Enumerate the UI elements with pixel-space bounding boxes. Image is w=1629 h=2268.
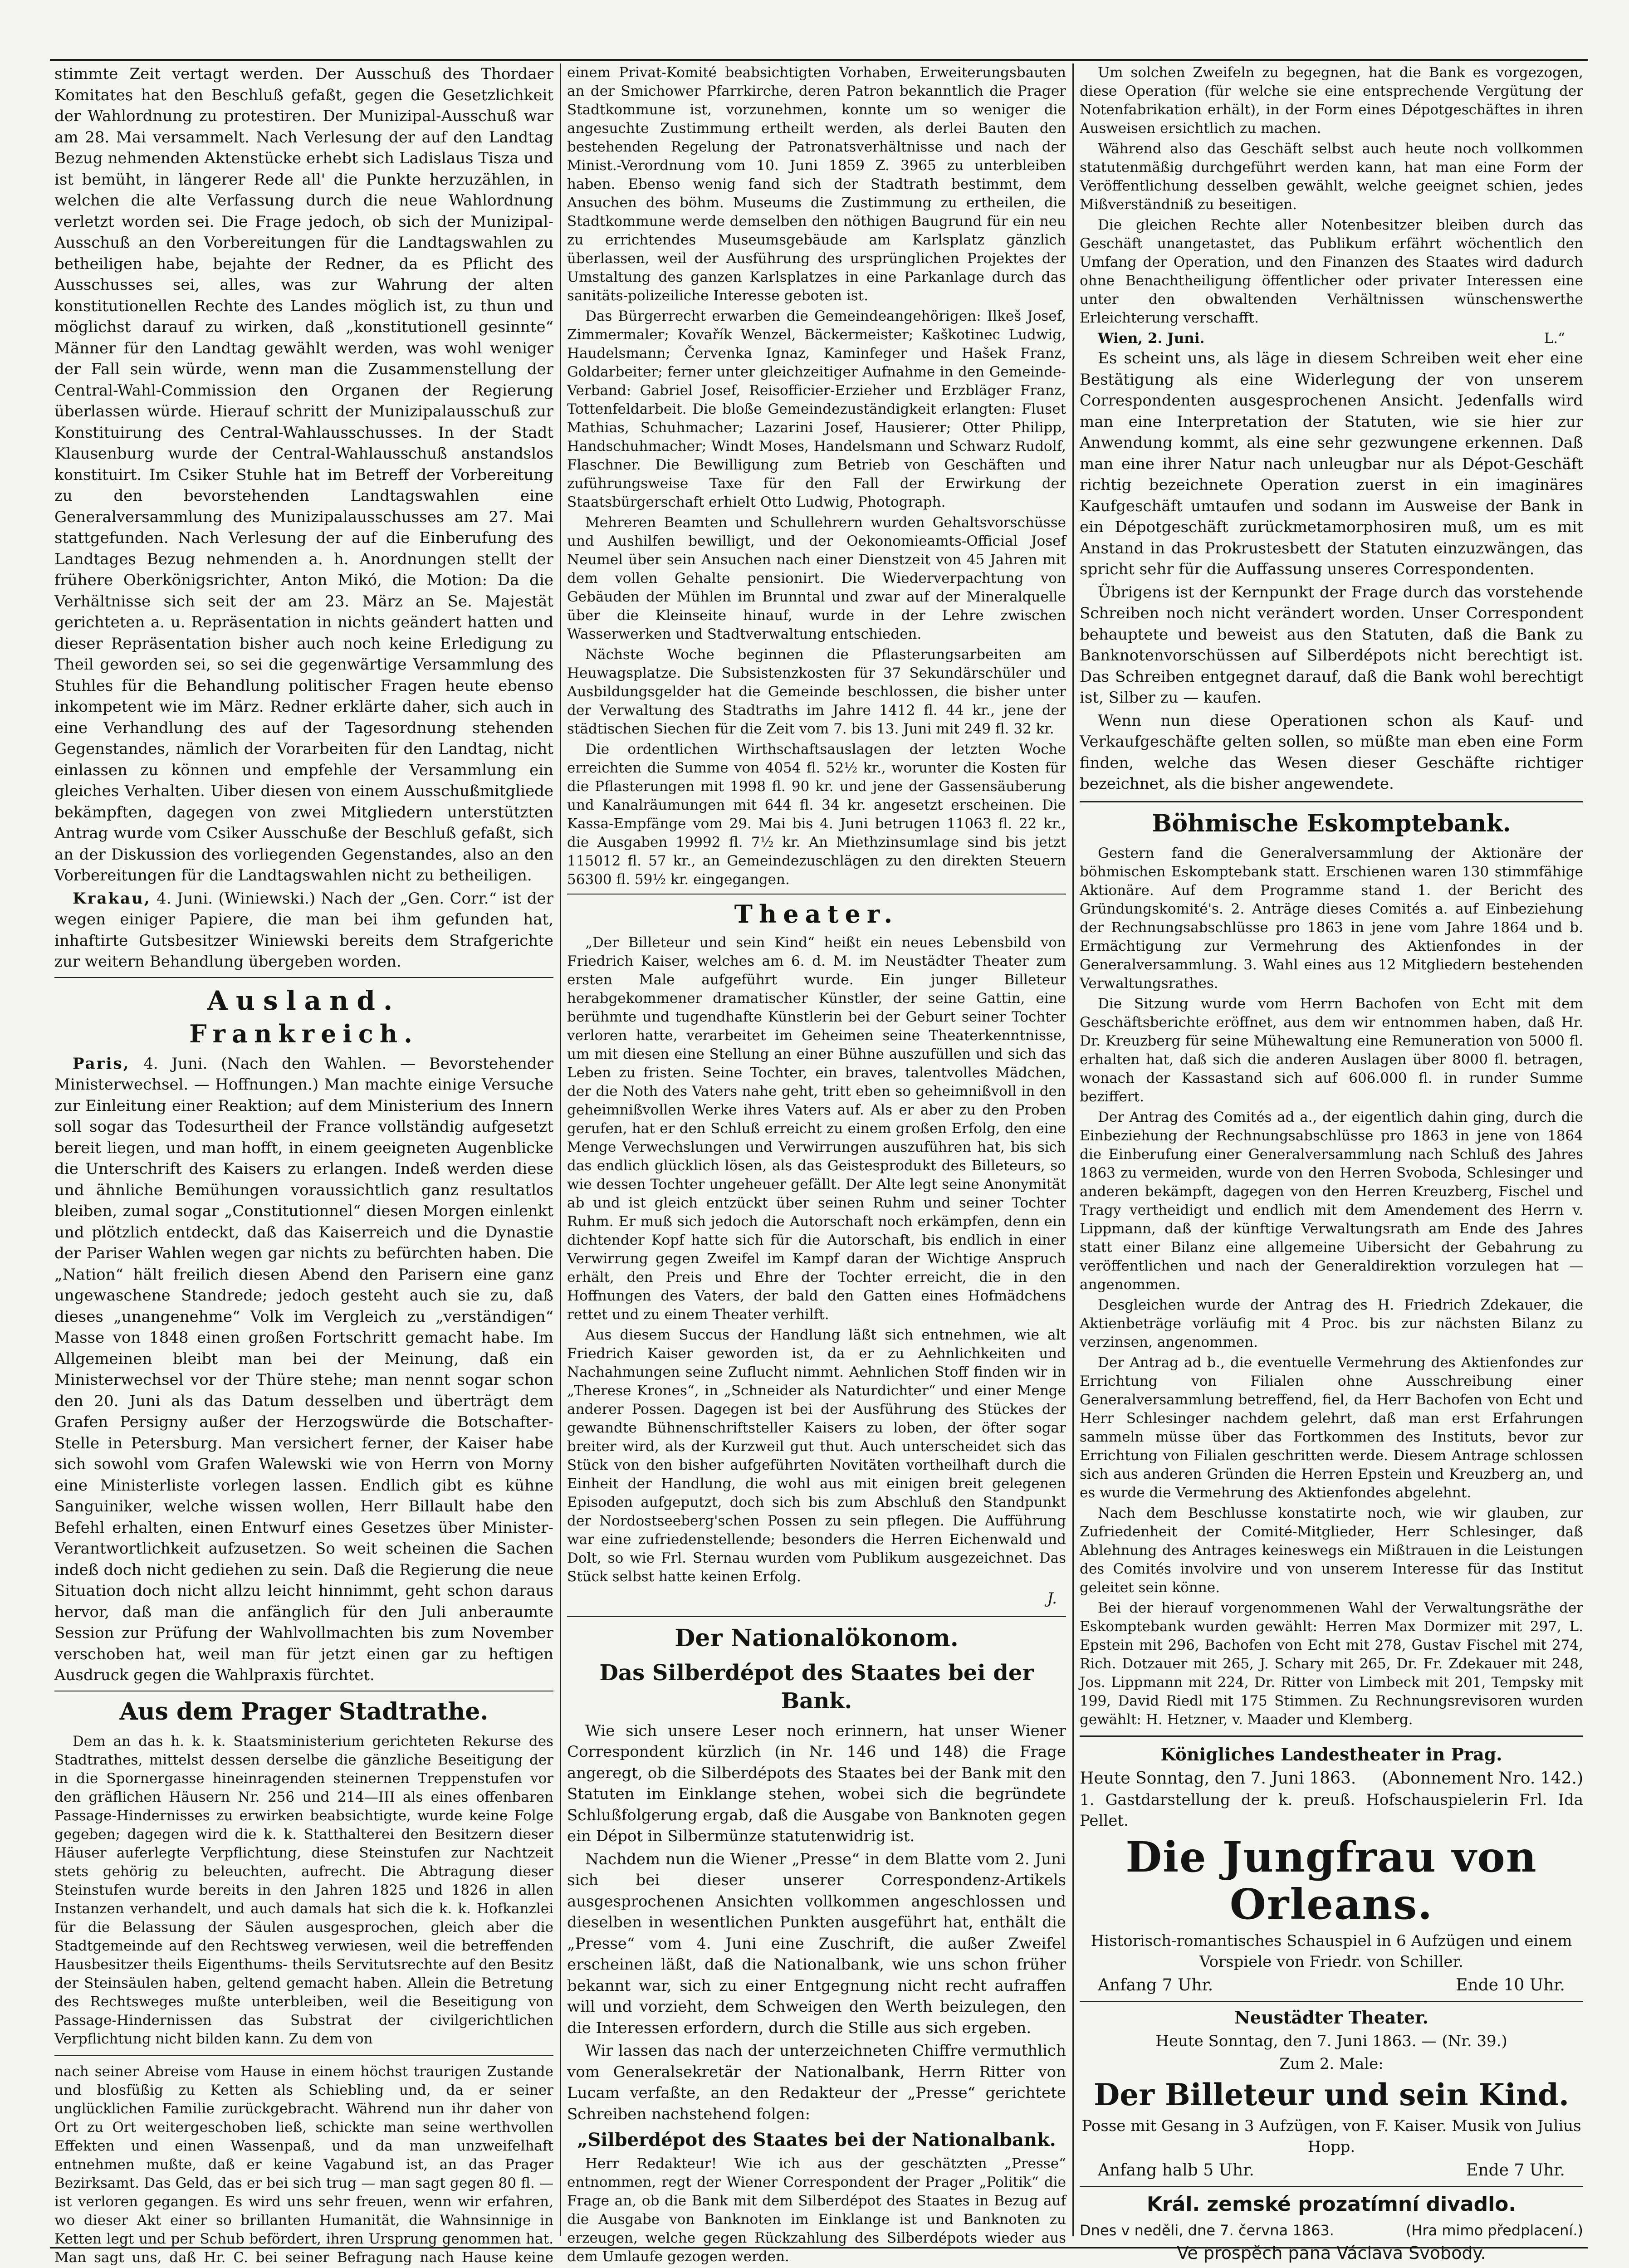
eskompte-p4: Desgleichen wurde der Antrag des H. Friedrich Zdekauer, die Aktienbeträge vorläufig mit 4 Proc. bis zur nächsten Bilanz zu verzinsen, angenommen. <box>1080 1296 1583 1350</box>
letter-dateline-row <box>1080 329 1583 348</box>
czech-guest <box>1080 2267 1583 2268</box>
theater2-title: Neustädter Theater. <box>1234 2007 1428 2028</box>
dateline-paris: Paris, <box>73 1054 130 1073</box>
letter-signature: L.“ <box>1544 330 1565 347</box>
article-thorda: stimmte Zeit vertagt werden. Der Ausschuß des Thordaer Komitates hat den Beschluß gefaßt, gegen die Gesetzlichkeit der Wahlordnung zu protestiren. Der Munizipal-Ausschuß war am 28. Mai versammelt. Nach Verlesung der auf den Landtag Bezug nehmenden Aktenstücke erhebt sich Ladislaus Tisza und ist bemüht, in längerer Rede all' die Punkte herzuzählen, in welchen die alte Verfassung durch die neue Wahlordnung verletzt worden sei. Die Frage jedoch, ob sich der Munizipal-Ausschuß an den Vorbereitungen für die Landtagswahlen zu betheiligen habe, bejahte der Redner, da es Pflicht des Ausschusses sei, alles, was zur Wahrung der alten konstitutionellen Rechte des Landes möglich ist, zu thun und möglichst darauf zu wirken, daß „konstitutionell gesinnte“ Männer für den Landtag gewählt werden, was wohl weniger der Fall sein würde, wenn man die Zusammenstellung der Central-Wahl-Commission den Organen der Regierung überlassen würde. Hierauf schritt der Munizipalausschuß zur Konstituirung des Central-Wahlausschusses. In der Stadt Klausenburg wurde der Central-Wahlausschuß anstandslos konstituirt. Im Csiker Stuhle hat im Betreff der Vorbereitung zu den bevorstehenden Landtagswahlen eine Generalversammlung des Munizipalausschusses am 27. Mai stattgefunden. Nach Verlesung der auf die Einberufung des Landtages Bezug nehmenden a. h. Anordnungen stellt der frühere Oberkönigsrichter, Anton Mikó, die Motion: Da die Verhältnisse sich seit der am 23. März an Se. Majestät gerichteten a. u. Repräsentation in nichts geändert hatten und dieser Repräsentation bisher auch noch keine Erledigung zu Theil geworden sei, so sei die gegenwärtige Versammlung des Stuhles für die Behandlung politischer Fragen heute ebenso inkompetent wie im März. Redner erklärte daher, sich auch in eine Verhandlung des auf der Tagesordnung stehenden Gegenstandes, nämlich der Vorarbeiten für den Landtag, nicht einlassen zu können und empfehle der Versammlung ein gleiches Verhalten. Uiber diesen von einem Ausschußmitgliede bekämpften, dagegen von zwei Mitgliedern unterstützten Antrag wurde vom Csiker Ausschuße der Beschluß gefaßt, sich an der Diskussion des vorliegenden Gegenstandes, also an den Vorbereitungen für die Landtagswahlen nicht zu betheiligen. <box>54 65 553 885</box>
divider <box>54 2055 553 2056</box>
czech-abonnement: (Hra mimo předplacení.) <box>1405 2221 1583 2239</box>
czech-date: Dnes v neděli, dne 7. června 1863. <box>1080 2221 1334 2239</box>
divider <box>567 1616 1066 1617</box>
eskompte-p3: Der Antrag des Comités ad a., der eigentlich dahin ging, durch die Einbeziehung der Rechnungsabschlüsse pro 1863 in jene von 1864 die Einberufung einer Generalversammlung nach Schluß des Jahres 1863 zu vermeiden, wurde von den Herren Svoboda, Schlesinger und anderen bekämpft, dagegen von den Herren Kreuzberg, Fischel und Tragy vertheidigt und endlich mit dem Amendement des Herrn v. Lippmann, daß der künftige Verwaltungsrath am Ende des Jahres statt einer Bilanz eine allgemeine Uibersicht der Gebahrung zu veröffentlichen und nach der Generaldirektion vorzulegen hat — angenommen. <box>1080 1109 1583 1293</box>
eskompte-p1: Gestern fand die Generalversammlung der Aktionäre der böhmischen Eskomptebank statt. Erschienen waren 130 stimmfähige Aktionäre. Auf dem Programme stand 1. der Bericht des Gründungskomité's. 2. Anträge dieses Comités a. auf Einbeziehung der Rechnungsabschlüsse pro 1863 in jene vom Jahre 1864 und b. Ermächtigung zur Vermehrung des Aktienfondes in der Generalversammlung. 3. Wahl eines aus 12 Mitgliedern bestehenden Verwaltungsrathes. <box>1080 845 1583 992</box>
eskompte-p7: Bei der hierauf vorgenommenen Wahl der Verwaltungsräthe der Eskomptebank wurden gewählt: Herren Max Dormizer mit 297, L. Epstein mit 296, Bachofen von Echt mit 278, Gustav Fischel mit 274, Rich. Dotzauer mit 265, J. Schary mit 265, Dr. Fr. Zdekauer mit 248, Jos. Lippmann mit 224, Dr. Ritter von Limbeck mit 201, Tempsky mit 199, David Riedl mit 175 Stimmen. Zu Rechnungsrevisoren wurden gewählt: H. Hetzner, v. Maader und Klemberg. <box>1080 1599 1583 1728</box>
column-rule-2 <box>1072 64 1074 2236</box>
czech-date-row <box>1080 2219 1583 2241</box>
article-wirthschaft: Die ordentlichen Wirthschaftsauslagen der letzten Woche erreichten die Summe von 4054 fl. 52½ kr., worunter die Kosten für die Pflasterungen mit 1998 fl. 90 kr. und jene der Gassensäuberung und Kanalräumungen mit 644 fl. 34 kr. angesetzt erscheinen. Die Kassa-Empfänge vom 29. Mai bis 4. Juni betrugen 11063 fl. 22 kr., die Ausgaben 19992 fl. 7½ kr. An Miethzinsumlage sind bis jetzt 115012 fl. 57 kr., an Gemeindezuschlägen zu den direkten Steuern 56300 fl. 59½ kr. eingegangen. <box>567 741 1066 888</box>
theater1-start: Anfang 7 Uhr. <box>1098 1975 1213 1994</box>
theater2-play-title: Der Billeteur und sein Kind. <box>1093 2077 1569 2112</box>
section-heading-oekonom: Der Nationalökonom. <box>675 1624 959 1652</box>
theater1-guest: 1. Gastdarstellung der k. preuß. Hofschauspielerin Frl. Ida Pellet. <box>1080 1790 1583 1830</box>
article-stadtrath-cont: einem Privat-Komité beabsichtigten Vorhaben, Erweiterungsbauten an der Smichower Pfarrkirche, deren Patron bekanntlich die Prager Stadtkommune ist, vorzunehmen, konnte um so weniger die angesuchte Zustimmung ertheilt werden, als derlei Bauten den bestehenden Regelung der Patronatsverhältnisse und nach der Minist.-Verordnung vom 10. Juni 1859 Z. 3965 zu unterbleiben haben. Ebenso wenig fand sich der Stadtrath bestimmt, dem Ansuchen des böhm. Museums die Zustimmung zu ertheilen, die Stadtkommune werde demselben den nöthigen Baugrund für ein neu zu errichtendes Museumsgebäude am Karlsplatz gänzlich überlassen, weil der Ausführung des ursprünglichen Projektes der Umstaltung des ganzen Karlsplatzes in eine Parkanlage durch das sanitäts-polizeiliche Interesse geboten ist. <box>567 64 1066 304</box>
czech-theater-title: Král. zemské prozatímní divadlo. <box>1146 2192 1516 2216</box>
article-title-silberdepot: Das Silberdépot des Staates bei der Bank. <box>599 1660 1034 1714</box>
letter-p7: Während also das Geschäft selbst auch heute noch vollkommen statutenmäßig durchgeführt werden kann, hat man eine Form der Veröffentlichung desselben gewählt, welche geeignet schien, jedes Mißverständniß zu beseitigen. <box>1080 141 1583 213</box>
theater1-date-row <box>1080 1768 1583 1789</box>
article-local-news: nach seiner Abreise vom Hause in einem höchst traurigen Zustande und blosfüßig zu Ketten als Schiebling und, da er seiner unglücklichen Familie zurückgebracht. Während nun ihr daher von Ort zu Ort weitergeschoben ließ, schickte man seine werthvollen Effekten und einen Wassenpaß, und da man unzweifelhaft entnehmen mußte, daß er keine Vagabund ist, an das Prager Bezirksamt. Das Geld, das er bei sich trug — man sagt gegen 80 fl. — ist verloren gegangen. Es wird uns sehr freuen, wenn wir erfahren, wo dieser Akt einer so brillanten Humanität, die Wahnsinnige in Ketten legt und per Schub befördert, ihren Ursprung genommen hat. Man sagt uns, daß Hr. C. bei seiner Befragung nach Hause keine <box>54 2063 553 2266</box>
letter-p1: Herr Redakteur! Wie ich aus der geschätzten „Presse“ entnommen, regt der Wiener Correspondent der Prager „Politik“ die Frage an, ob die Bank mit dem Silberdépot des Staates in Bezug auf die Ausgabe von Banknoten im Einklange ist und Banknoten zu erzeugen, welche gegen Rückzahlung des Silberdépots wieder aus dem Umlaufe gezogen werden. <box>567 2156 1066 2265</box>
theater2-description: Posse mit Gesang in 3 Aufzügen, von F. Kaiser. Musik von Julius Hopp. <box>1081 2116 1581 2156</box>
article-silber-p1: Wie sich unsere Leser noch erinnern, hat unser Wiener Correspondent kürzlich (in Nr. 146 und 148) die Frage angeregt, ob die Silberdépots des Staates bei der Bank mit den Statuten im Einklange stehen, wobei sich die begründete Schlußfolgerung ergab, daß die Ausgabe von Banknoten gegen ein Dépot in Silbermünze statutenwidrig ist. <box>567 1721 1066 1845</box>
theater1-play-title: Die Jungfrau von Orleans. <box>1125 1832 1537 1929</box>
theater1-title: Königliches Landestheater in Prag. <box>1160 1744 1502 1765</box>
theater1-times <box>1080 1975 1583 1996</box>
divider <box>1080 2001 1583 2002</box>
theater2-start: Anfang halb 5 Uhr. <box>1098 2160 1254 2180</box>
letter-p6: Um solchen Zweifeln zu begegnen, hat die Bank es vorgezogen, diese Operation (für welche sie eine entsprechende Vergütung der Notenfabrikation erhält), in der Form eines Dépotgeschäftes in ihren Ausweisen ersichtlich zu machen. <box>1080 64 1583 137</box>
article-theater-review: „Der Billeteur und sein Kind“ heißt ein neues Lebensbild von Friedrich Kaiser, welches am 6. d. M. im Neustädter Theater zum ersten Male aufgeführt wurde. Ein junger Billeteur herabgekommener dramatischer Künstler, der seine Gattin, eine berühmte und tugendhafte Künstlerin bei der Geburt seiner Tochter verloren hatte, verarbeitet im Geheimen seine Theaterkenntnisse, um mit diesen eine Stellung an einer Bühne auszufüllen und sich das Leben zu fristen. Seine Tochter, ein braves, talentvolles Mädchen, der die Noth des Vaters nahe geht, tritt eben so geheimnißvoll in den geheimnißvollen Werke ihres Vaters auf. Als er aber zu den Proben gerufen, hat er den Schluß erreicht zu einem großen Erfolg, den eine Menge Verwechslungen und Verwirrungen auszuführen hat, bis sich das endlich glücklich lösen, als das Geistesprodukt des Billeteurs, so wie dessen Tochter ungeheuer gefällt. Der Alte legt seine Anonymität ab und ist gleich entzückt über seinen Ruhm und seiner Tochter Ruhm. Er muß sich jedoch die Autorschaft noch erkämpfen, denn ein dichtender Kopf hatte sich für die Autorschaft, bis endlich in einer Verwirrung gegen Zweifel im Kampf daran der Wichtige Anspruch erhält, den Preis und Ehre der Tochter erreicht, die in den Hoffnungen des Vaters, der bald den Gatten eines Hofmädchens rettet und zu einem Theater verhilft. <box>567 934 1066 1323</box>
divider <box>1080 2186 1583 2187</box>
dateline-krakau: Krakau, <box>73 889 151 908</box>
column-3 <box>1080 64 1583 2263</box>
divider <box>1080 1735 1583 1737</box>
article-silber-p2: Nachdem nun die Wiener „Presse“ in dem Blatte vom 2. Juni sich bei dieser unserer Correspondenz-Artikels ausgesprochenen Ansichten vollkommen angeschlossen und dieselben in wesentlichen Punkten ausgeführt hat, enthält die „Presse“ vom 4. Juni eine Zuschrift, die außer Zweifel erscheinen läßt, daß die Nationalbank, wie uns schon früher bekannt war, sich zu einer Entgegnung nicht recht aufraffen will und vorzieht, dem Schweigen den Werth beizulegen, den die Interessen erfordern, durch die Stille aus sich ergeben. <box>567 1850 1066 2037</box>
article-krakau-text: 4. Juni. (Winiewski.) Nach der „Gen. Corr.“ ist der wegen einiger Papiere, die man bei ihm gefunden hat, inhaftirte Gutsbesitzer Winiewski bereits dem Strafgerichte zur weitern Behandlung übergeben worden. <box>54 889 553 971</box>
theater2-times <box>1080 2160 1583 2181</box>
article-krakau <box>54 888 553 973</box>
signature-j: J. <box>1047 1589 1057 1608</box>
editorial-p2: Übrigens ist der Kernpunkt der Frage durch das vorstehende Schreiben noch nicht verändert worden. Unser Correspondent behauptete und beweist aus den Statuten, daß die Bank zu Banknotenvorschüssen auf Silberdépots nicht berechtigt ist. Das Schreiben entgegnet darauf, daß die Bank wohl berechtigt ist, Silber zu — kaufen. <box>1080 583 1583 707</box>
section-heading-ausland: Ausland. <box>207 985 401 1016</box>
letter-heading: „Silberdépot des Staates bei der Nationalbank. <box>577 2129 1056 2151</box>
editorial-p3: Wenn nun diese Operationen schon als Kauf- und Verkaufgeschäfte gelten sollen, so müßte man eben eine Form finden, welche das Wesen dieser Geschäfte richtiger bezeichnet, als die bisher angewendete. <box>1080 711 1583 793</box>
column-1 <box>54 64 553 2266</box>
article-silber-p3: Wir lassen das nach der unterzeichneten Chiffre vermuthlich vom Generalsekretär der Nationalbank, Herrn Ritter von Lucam verfaßte, an den Redakteur der „Presse“ gerichtete Schreiben nachstehend folgen: <box>567 2042 1066 2123</box>
theater2-date: Heute Sonntag, den 7. Juni 1863. — (Nr. 39.) <box>1155 2032 1507 2050</box>
theater1-abonnement: (Abonnement Nro. 142.) <box>1382 1769 1583 1788</box>
article-paris <box>54 1053 553 1686</box>
eskompte-p5: Der Antrag ad b., die eventuelle Vermehrung des Aktienfondes zur Errichtung von Filialen ohne Ausschreibung einer Generalversammlung betreffend, fiel, da Herr Bachofen von Echt und Herr Schlesinger nachdem gelehrt, daß man erst Erfahrungen sammeln müsse über das Fortkommen des Instituts, bevor zur Errichtung von Filialen geschritten werde. Diesem Antrage schlossen sich aus anderen Gründen die Herren Epstein und Kreuzberg an, und es wurde die Vermehrung des Aktienfondes abgelehnt. <box>1080 1354 1583 1501</box>
section-heading-theater: Theater. <box>734 899 899 929</box>
section-heading-stadtrath: Aus dem Prager Stadtrathe. <box>119 1697 489 1725</box>
theater1-description: Historisch-romantisches Schauspiel in 6 Aufzügen und einem Vorspiele von Friedr. von Schiller. <box>1091 1931 1572 1971</box>
divider <box>54 977 553 978</box>
theater1-end: Ende 10 Uhr. <box>1456 1975 1565 1994</box>
letter-dateline: Wien, 2. Juni. <box>1098 330 1205 347</box>
column-2 <box>567 64 1066 2265</box>
section-heading-frankreich: Frankreich. <box>189 1019 419 1048</box>
letter-p8: Die gleichen Rechte aller Notenbesitzer bleiben durch das Geschäft unangetastet, das Publikum erfährt wöchentlich den Umfang der Operation, und den Finanzen des Staates wird dadurch ohne Benachtheiligung öffentlicher oder privater Interessen eine unter den obwaltenden Verhältnissen wünschenswerthe Erleichterung verschafft. <box>1080 217 1583 326</box>
divider <box>1080 801 1583 802</box>
article-paris-text: 4. Juni. (Nach den Wahlen. — Bevorstehender Ministerwechsel. — Hoffnungen.) Man machte einige Versuche zur Einleitung einer Reaktion; auf dem Ministerium des Innern soll sogar das Todesurtheil der France vollständig aufgesetzt bereit liegen, und man hofft, in einem geeigneten Augenblicke die Unterschrift des Kaisers zu erlangen. Indeß werden diese und ähnliche Bemühungen voraussichtlich ganz resultatlos bleiben, zumal sogar „Constitutionnel“ diesen Morgen einlenkt und plötzlich entdeckt, daß das Kaiserreich und die Dynastie der Pariser Wahlen wegen gar nichts zu befürchten haben. Die „Nation“ hält freilich diesen Abend den Parisern eine ganz ungewaschene Standrede; jedoch gesteht auch sie zu, daß dieses „unangenehme“ Volk im Vergleich zu „verständigen“ Masse von 1848 einen großen Fortschritt gemacht habe. Im Allgemeinen bleibt man bei der Meinung, daß ein Ministerwechsel vor der Thüre stehe; man nennt sogar schon den 20. Juni als das Datum desselben und überträgt dem Grafen Persigny außer der Herzogswürde die Botschafter-Stelle in Petersburg. Man versichert ferner, der Kaiser habe sich sowohl vom Grafen Walewski wie von Herrn von Morny eine Ministerliste vorlegen lassen. Endlich gibt es kühne Sanguiniker, welche wissen wollen, Herr Billault habe den Befehl erhalten, einen Entwurf eines Gesetzes über Minister-Verantwortlichkeit aufzusetzen. So weit scheinen die Sachen indeß doch nicht gediehen zu sein. Daß die Regierung die neue Situation doch nicht allzu leicht hinnimmt, geht schon daraus hervor, daß man die anfänglich für den Juli anberaumte Session zur Prüfung der Wahlvollmachten bis zum November verschoben hat, weil man für jetzt einen gar zu heftigen Ausdruck gegen die Wahlpraxis fürchtet. <box>54 1054 553 1684</box>
eskompte-p2: Die Sitzung wurde vom Herrn Bachofen von Echt mit dem Geschäftsberichte eröffnet, aus dem wir entnommen haben, daß Hr. Dr. Kreuzberg für seine Mühewaltung eine Remuneration von 5000 fl. erhalten hat, daß sich die anderen Auslagen über 8000 fl. betragen, wonach der Kassastand sich auf 606.000 fl. in runder Summe beziffert. <box>1080 995 1583 1105</box>
article-pflasterung: Nächste Woche beginnen die Pflasterungsarbeiten am Heuwagsplatze. Die Subsistenzkosten für 37 Sekundärschüler und Ausbildungsgelder hat die Gemeinde beschlossen, die bisher unter der Verwaltung des Stadtraths im Jahre 1412 fl. 44 kr., jene der städtischen Siechen für die Zeit vom 7. bis 13. Juni mit 249 fl. 32 kr. <box>567 646 1066 737</box>
theater1-date: Heute Sonntag, den 7. Juni 1863. <box>1080 1769 1356 1788</box>
article-buergerrecht: Das Bürgerrecht erwarben die Gemeindeangehörigen: Ilkeš Josef, Zimmermaler; Kovařík Wenzel, Bäckermeister; Kaškotinec Ludwig, Haudelsmann; Červenka Ignaz, Kaminfeger und Hašek Franz, Goldarbeiter; ferner unter gleichzeitiger Aufnahme in den Gemeinde-Verband: Gabriel Josef, Reisofficier-Erzieher und Erzbläger Franz, Tottenfeldarbeit. Die bloße Gemeindezuständigkeit erlangten: Fluset Mathias, Schuhmacher; Lazarini Josef, Hausierer; Otter Philipp, Handschuhmacher; Windt Moses, Handelsmann und Schwarz Rudolf, Flaschner. Die Bewilligung zum Betrieb von Geschäften und zuführungsweise Taxe für den Fall der Erwirkung der Staatsbürgerschaft erhielt Otto Ludwig, Photograph. <box>567 308 1066 510</box>
article-theater-review-2: Aus diesem Succus der Handlung läßt sich entnehmen, wie alt Friedrich Kaiser geworden ist, da er zu Aehnlichkeiten und Nachahmungen seine Zuflucht nimmt. Aehnlichen Stoff finden wir in „Therese Krones“, in „Schneider als Naturdichter“ und einer Menge anderer Possen. Dagegen ist bei der Ausführung des Stückes der gewandte Bühnenschriftsteller Kaisers zu loben, der öfter sogar breiter wird, als der Kurzweil gut thut. Auch unterscheidet sich das Stück von den bisher aufgeführten Novitäten vortheilhaft durch die Einheit der Handlung, die wohl aus mit einigen breit gelegenen Episoden aufgeputzt, doch sich bis zum Abschluß den Standpunkt der Nordostseeberg'schen Possen zu sein pflegen. Die Aufführung war eine zufriedenstellende; besonders die Herren Eichenwald und Dolt, so wie Frl. Sternau wurden vom Publikum ausgezeichnet. Das Stück selbst hatte keinen Erfolg. <box>567 1327 1066 1585</box>
column-rule-1 <box>560 64 561 2236</box>
editorial-p1: Es scheint uns, als läge in diesem Schreiben weit eher eine Bestätigung als eine Widerlegung der von unserem Correspondenten ausgesprochenen Ansicht. Jedenfalls wird man eine Interpretation der Statuten, wie sie hier zur Anwendung kommt, als eine sehr gezwungene erkennen. Daß man eine ihrer Natur nach unleugbar nur als Dépot-Geschäft richtig bezeichnete Operation zuerst in ein imaginäres Kaufgeschäft umtaufen und sodann im Ausweise der Bank in ein Dépotgeschäft zurückmetamorphosiren muß, um es mit Anstand in das Prokrustesbett der Statuten einzuzwängen, das spricht sehr für die Auffassung unseres Correspondenten. <box>1080 349 1583 578</box>
section-heading-eskompte: Böhmische Eskomptebank. <box>1152 809 1511 837</box>
article-stadtrath: Dem an das h. k. k. Staatsministerium gerichteten Rekurse des Stadtrathes, mittelst dessen derselbe die gänzliche Beseitigung der in die Spornergasse hineinragenden steinernen Treppenstufen vor den gräflichen Häusern Nr. 256 und 214—III als eines offenbaren Passage-Hindernisses zu erwirken beabsichtigte, wurde keine Folge gegeben; dagegen wird die k. k. Statthalterei den Besitzern dieser Häuser auferlegte Verpflichtung, diese Steinstufen zur Nachtzeit stets gehörig zu beleuchten, aufrecht. Die Abtragung dieser Steinstufen wurde bereits in den Jahren 1825 und 1826 in allen Instanzen verhandelt, und auch damals hat sich die k. k. Hofkanzlei für die Belassung der Säulen ausgesprochen, gleich aber die Stadtgemeinde auf den Rechtsweg verwiesen, weil die betreffenden Hausbesitzer theils Eigenthums- theils Servitutsrechte auf den Besitz der Steinsäulen haben, geltend gemacht haben. Allein die Betretung des Rechtsweges mußte unterbleiben, weil die Beseitigung von Passage-Hindernissen das Substrat der civilgerichtlichen Verpflichtung nicht bilden kann. Zu dem von <box>54 1733 553 2047</box>
eskompte-p6: Nach dem Beschlusse konstatirte noch, wie wir glauben, zur Zufriedenheit der Comité-Mitglieder, Herr Schlesinger, daß Ablehnung des Antrages keineswegs ein Mißtrauen in die Leistungen des Comités involvire und von unserem Interesse für das Institut geleitet sein könne. <box>1080 1505 1583 1596</box>
theater2-end: Ende 7 Uhr. <box>1466 2160 1565 2180</box>
article-beamte: Mehreren Beamten und Schullehrern wurden Gehaltsvorschüsse und Aushilfen bewilligt, und der Oekonomieamts-Official Josef Neumel über sein Ansuchen nach einer Dienstzeit von 45 Jahren mit dem vollen Gehalte pensionirt. Die Wiederverpachtung von Gebäuden der Mühlen im Brunntal und zwar auf der Mineralquelle über die Kleinseite hinauf, wurde in der Lehre zwischen Wasserwerken und Stadtverwaltung entschieden. <box>567 514 1066 642</box>
czech-benefit: Ve prospěch pana Václava Svobody. <box>1177 2243 1486 2263</box>
theater2-note: Zum 2. Male: <box>1279 2055 1384 2073</box>
